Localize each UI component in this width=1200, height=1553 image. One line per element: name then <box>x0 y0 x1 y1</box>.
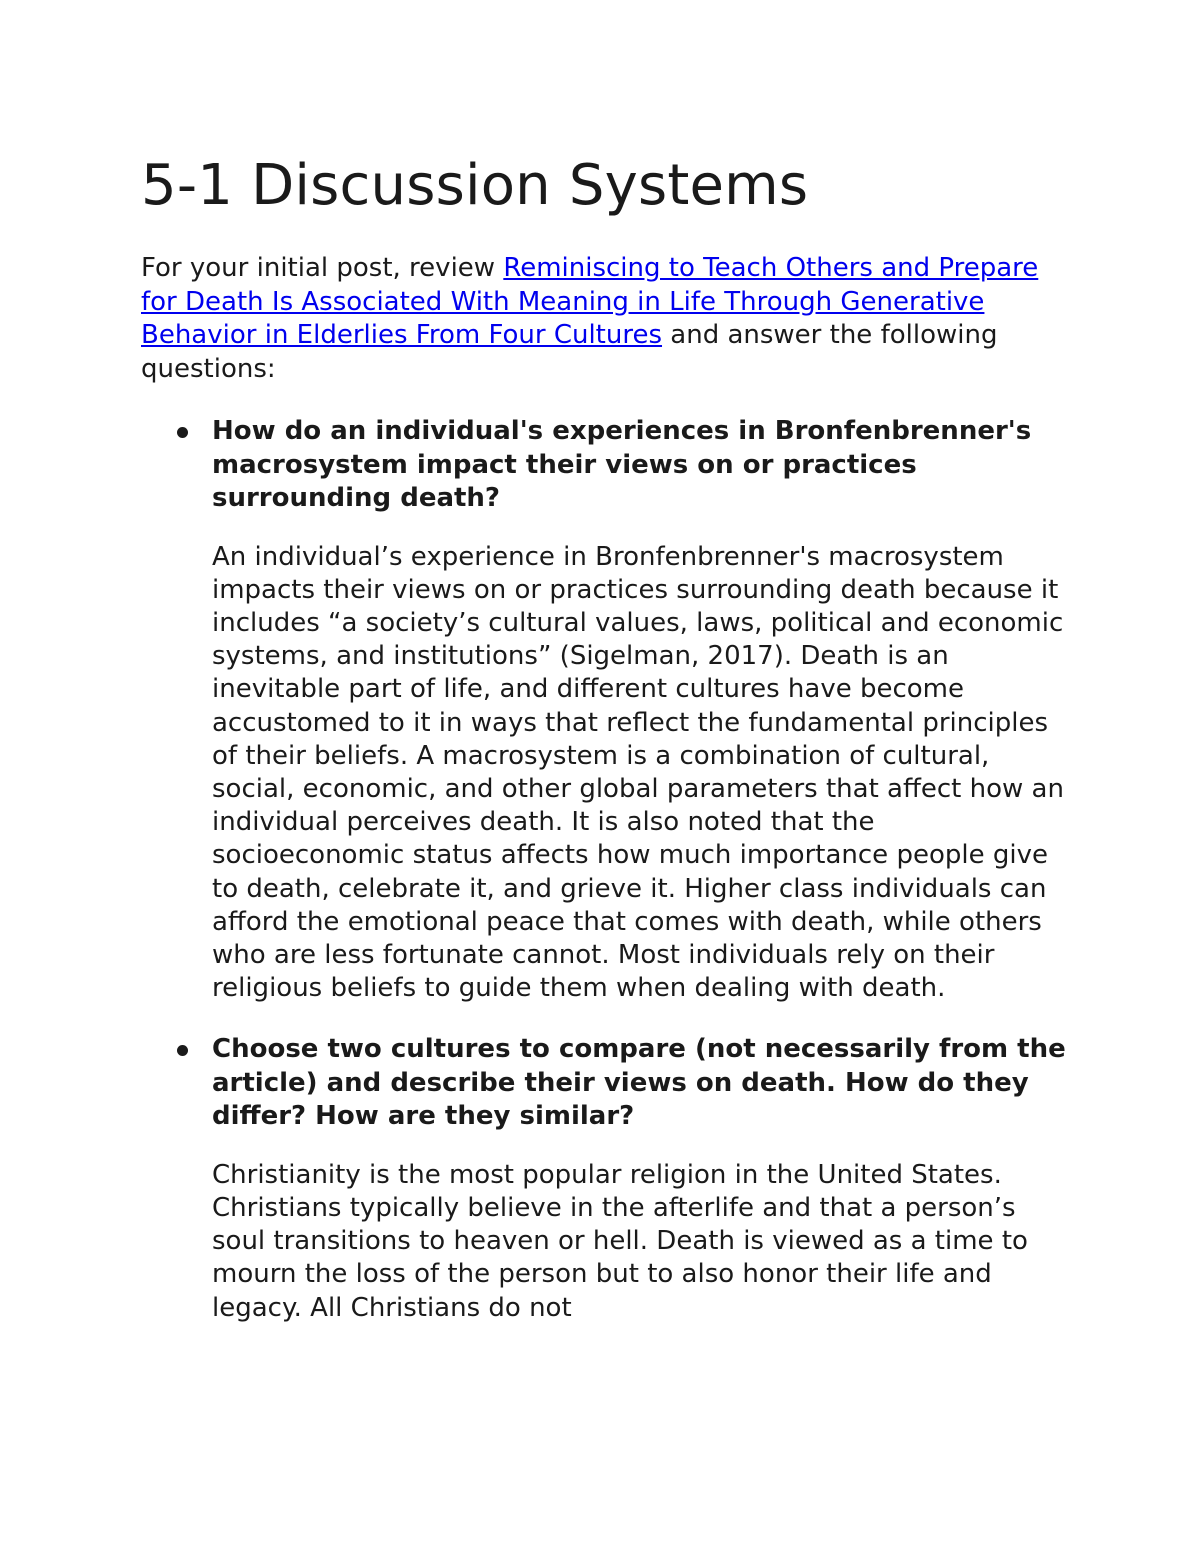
document-page <box>141 150 1071 1353</box>
article-link[interactable]: Reminiscing to Teach Others and Prepare for Death Is Associated With Meaning in Life Through Generative Behavior in Elderlies From Four Cultures <box>141 253 1039 350</box>
list-item <box>141 1033 1071 1325</box>
intro-paragraph <box>141 252 1071 386</box>
question-heading: Choose two cultures to compare (not necessarily from the article) and describe their views on death. How do they differ? How are they similar? <box>212 1034 1066 1132</box>
bullet-icon <box>177 1045 188 1056</box>
page-title: 5-1 Discussion Systems <box>141 153 809 218</box>
answer-paragraph: Christianity is the most popular religion in the United States. Christians typically believe in the afterlife and that a person’s soul transitions to heaven or hell. Death is viewed as a time to mourn the loss of the person but to also honor their life and legacy. All Christians do not <box>212 1159 1028 1323</box>
answer-paragraph: An individual’s experience in Bronfenbrenner's macrosystem impacts their views on or practices surrounding death because it includes “a society’s cultural values, laws, political and economic systems, and institutions” (Sigelman, 2017). Death is an inevitable part of life, and different cultures have become accustomed to it in ways that reflect the fundamental principles of their beliefs. A macrosystem is a combination of cultural, social, economic, and other global parameters that affect how an individual perceives death. It is also noted that the socioeconomic status affects how much importance people give to death, celebrate it, and grieve it. Higher class individuals can afford the emotional peace that comes with death, while others who are less fortunate cannot. Most individuals rely on their religious beliefs to guide them when dealing with death. <box>212 541 1064 1004</box>
intro-text-before: For your initial post, review <box>141 253 504 283</box>
list-item <box>141 415 1071 1005</box>
question-list <box>141 415 1071 1325</box>
bullet-icon <box>177 427 188 438</box>
intro-text-after: and answer the following questions: <box>141 320 998 384</box>
question-heading: How do an individual's experiences in Bronfenbrenner's macrosystem impact their views on or practices surrounding death? <box>212 416 1032 513</box>
